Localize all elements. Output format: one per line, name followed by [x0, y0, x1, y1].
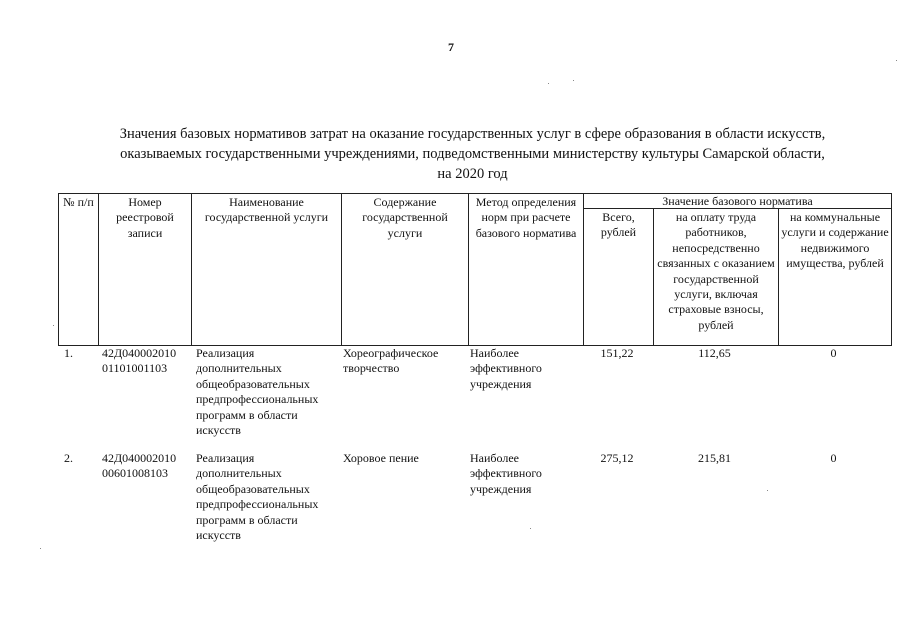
row-method: Наиболее эффективного учреждения	[470, 451, 542, 496]
row-total: 151,22	[600, 346, 634, 360]
title-line-3: на 2020 год	[437, 166, 508, 182]
table-header	[58, 193, 892, 346]
row-content: Хореографическое творчество	[343, 346, 439, 376]
row-registry: 42Д040002010 00601008103	[102, 451, 177, 481]
row-content: Хоровое пение	[343, 451, 419, 465]
header-utilities: на коммунальные услуги и содержание недвижимого имущества, рублей	[779, 209, 892, 346]
row-total: 275,12	[600, 451, 634, 465]
row-utilities: 0	[830, 346, 837, 360]
header-total: Всего, рублей	[584, 209, 654, 346]
page-number: 7	[448, 40, 454, 54]
scan-speck	[573, 80, 574, 81]
header-labor: на оплату труда работников, непосредственно связанных с оказанием государственной услуги, включая страховые взносы, рублей	[654, 209, 779, 346]
header-content: Содержание государственной услуги	[342, 194, 469, 346]
title-line-1: Значения базовых нормативов затрат на оказание государственных услуг в сфере образования в области искусств,	[119, 126, 826, 142]
scan-speck	[548, 83, 549, 84]
scan-speck	[53, 325, 54, 326]
scan-speck	[896, 60, 897, 61]
scan-speck	[767, 490, 768, 491]
header-num: № п/п	[59, 194, 99, 346]
title-line-2: оказываемых государственными учреждениями, подведомственными министерству культуры Самарской области,	[120, 146, 825, 162]
header-method: Метод определения норм при расчете базового норматива	[469, 194, 584, 346]
row-num: 2.	[64, 451, 73, 465]
row-utilities: 0	[830, 451, 837, 465]
row-method: Наиболее эффективного учреждения	[470, 346, 542, 391]
row-service-name: Реализация дополнительных общеобразовательных предпрофессиональных программ в области искусств	[196, 346, 319, 438]
row-labor: 215,81	[698, 451, 731, 465]
row-service-name: Реализация дополнительных общеобразовательных предпрофессиональных программ в области искусств	[196, 451, 319, 543]
header-service-name: Наименование государственной услуги	[192, 194, 342, 346]
row-registry: 42Д040002010 01101001103	[102, 346, 177, 376]
scan-speck	[530, 528, 531, 529]
row-num: 1.	[64, 346, 73, 360]
document-title	[60, 124, 885, 184]
scan-speck	[40, 548, 41, 549]
header-registry: Номер реестровой записи	[99, 194, 192, 346]
header-group: Значение базового норматива	[584, 194, 892, 209]
row-labor: 112,65	[698, 346, 731, 360]
